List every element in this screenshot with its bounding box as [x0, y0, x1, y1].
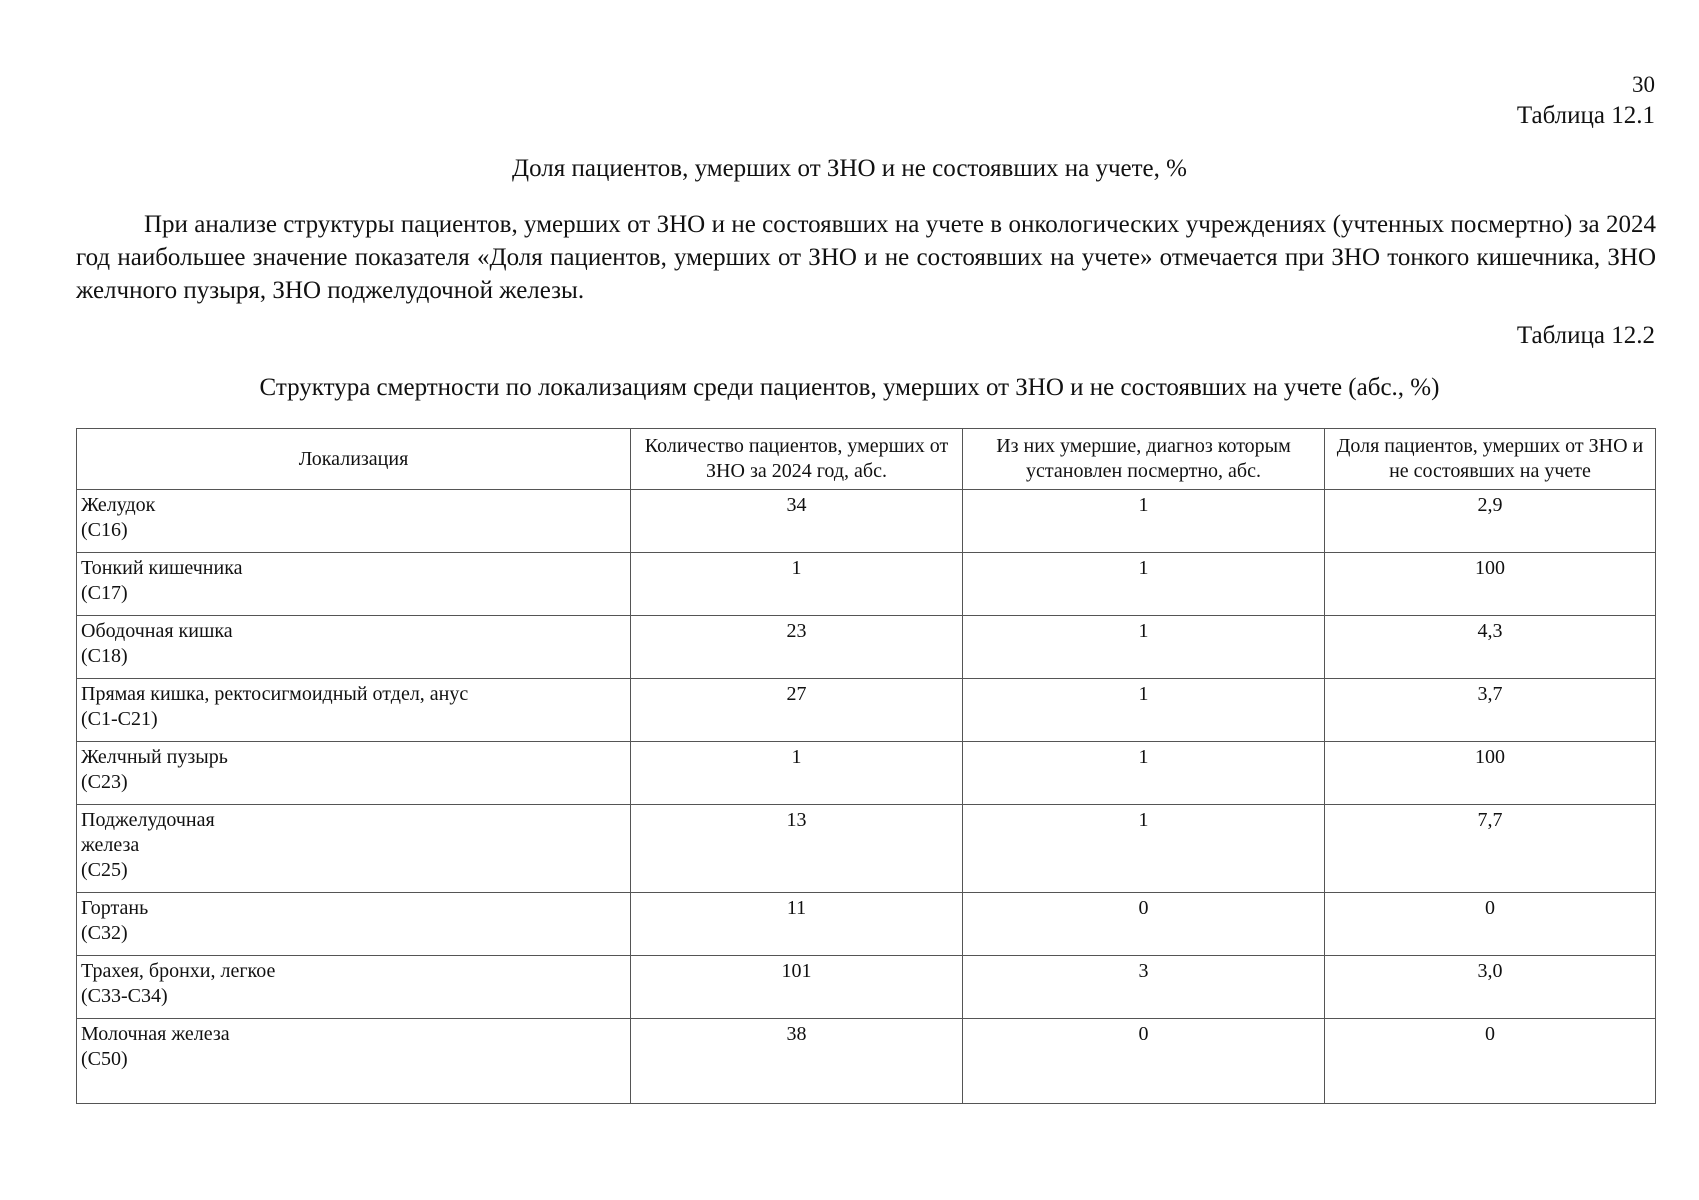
localization-line: (С23) — [81, 771, 128, 793]
cell-posthumous-diagnosis: 1 — [963, 553, 1325, 616]
localization-line: Желудок — [81, 494, 156, 516]
localization-line: Прямая кишка, ректосигмоидный отдел, анус — [81, 683, 469, 705]
cell-total-deaths: 11 — [631, 893, 963, 956]
header-total-deaths: Количество пациентов, умерших от ЗНО за 2024 год, абс. — [631, 429, 963, 490]
cell-share-unregistered: 4,3 — [1325, 616, 1656, 679]
cell-total-deaths: 38 — [631, 1019, 963, 1104]
localization-line: Поджелудочная — [81, 809, 215, 831]
cell-localization — [77, 679, 631, 742]
table-row — [77, 679, 1656, 742]
cell-total-deaths: 34 — [631, 490, 963, 553]
localization-line: (С18) — [81, 645, 128, 667]
localization-line: Трахея, бронхи, легкое — [81, 960, 276, 982]
cell-localization — [77, 490, 631, 553]
localization-line: (С50) — [81, 1048, 128, 1070]
localization-line: (С32) — [81, 922, 128, 944]
localization-line: Желчный пузырь — [81, 746, 228, 768]
localization-line: (С17) — [81, 582, 128, 604]
cell-localization — [77, 616, 631, 679]
mortality-structure-table — [76, 428, 1656, 1104]
cell-localization — [77, 553, 631, 616]
table-row — [77, 742, 1656, 805]
cell-share-unregistered: 3,0 — [1325, 956, 1656, 1019]
cell-posthumous-diagnosis: 0 — [963, 1019, 1325, 1104]
cell-posthumous-diagnosis: 1 — [963, 679, 1325, 742]
cell-share-unregistered: 100 — [1325, 553, 1656, 616]
localization-line: железа — [81, 834, 140, 856]
table-row — [77, 805, 1656, 893]
cell-localization — [77, 742, 631, 805]
table-row — [77, 553, 1656, 616]
table-row — [77, 490, 1656, 553]
cell-localization — [77, 805, 631, 893]
localization-line: (С16) — [81, 519, 128, 541]
cell-total-deaths: 13 — [631, 805, 963, 893]
cell-posthumous-diagnosis: 0 — [963, 893, 1325, 956]
cell-share-unregistered: 100 — [1325, 742, 1656, 805]
localization-line: (С1-С21) — [81, 708, 158, 730]
analysis-paragraph: При анализе структуры пациентов, умерших от ЗНО и не состоявших на учете в онкологических учреждениях (учтенных посмертно) за 2024 год наибольшее значение показателя «Доля пациентов, умерших от ЗНО и не состоявших на учете» отмечается при ЗНО тонкого кишечника, ЗНО желчного пузыря, ЗНО поджелудочной железы. — [76, 211, 1656, 304]
page-number: 30 — [1632, 72, 1655, 97]
cell-posthumous-diagnosis: 3 — [963, 956, 1325, 1019]
localization-line: (С25) — [81, 859, 128, 881]
header-localization: Локализация — [77, 429, 631, 490]
table-row — [77, 893, 1656, 956]
localization-line: Молочная железа — [81, 1023, 230, 1045]
localization-line: Гортань — [81, 897, 149, 919]
cell-posthumous-diagnosis: 1 — [963, 616, 1325, 679]
cell-total-deaths: 23 — [631, 616, 963, 679]
cell-posthumous-diagnosis: 1 — [963, 742, 1325, 805]
localization-line: (С33-С34) — [81, 985, 168, 1007]
cell-localization — [77, 893, 631, 956]
header-share-unregistered: Доля пациентов, умерших от ЗНО и не состоявших на учете — [1325, 429, 1656, 490]
localization-line: Ободочная кишка — [81, 620, 233, 642]
localization-line: Тонкий кишечника — [81, 557, 243, 579]
cell-share-unregistered: 7,7 — [1325, 805, 1656, 893]
table-body — [77, 490, 1656, 1104]
cell-share-unregistered: 3,7 — [1325, 679, 1656, 742]
cell-share-unregistered: 0 — [1325, 893, 1656, 956]
table-header-row — [77, 429, 1656, 490]
cell-share-unregistered: 0 — [1325, 1019, 1656, 1104]
cell-total-deaths: 1 — [631, 553, 963, 616]
table-12-2-label: Таблица 12.2 — [1516, 322, 1655, 349]
cell-total-deaths: 1 — [631, 742, 963, 805]
cell-share-unregistered: 2,9 — [1325, 490, 1656, 553]
header-posthumous-diagnosis: Из них умершие, диагноз которым установлен посмертно, абс. — [963, 429, 1325, 490]
table-row — [77, 956, 1656, 1019]
cell-posthumous-diagnosis: 1 — [963, 490, 1325, 553]
table-row — [77, 616, 1656, 679]
table-12-1-title: Доля пациентов, умерших от ЗНО и не состоявших на учете, % — [512, 155, 1187, 182]
table-12-2-title: Структура смертности по локализациям среди пациентов, умерших от ЗНО и не состоявших на учете (абс., %) — [259, 374, 1440, 401]
table-row — [77, 1019, 1656, 1104]
cell-total-deaths: 101 — [631, 956, 963, 1019]
cell-total-deaths: 27 — [631, 679, 963, 742]
cell-localization — [77, 956, 631, 1019]
cell-localization — [77, 1019, 631, 1104]
cell-posthumous-diagnosis: 1 — [963, 805, 1325, 893]
table-12-1-label: Таблица 12.1 — [1516, 102, 1655, 129]
